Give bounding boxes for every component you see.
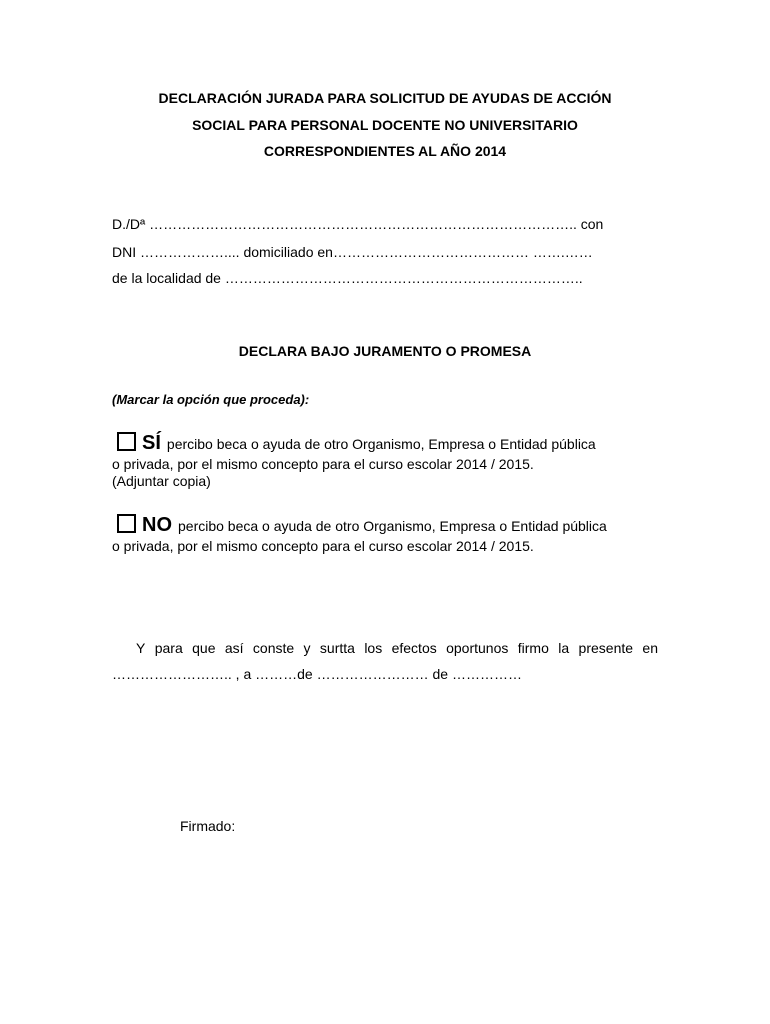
closing-word: la [558, 640, 570, 656]
no-checkbox[interactable] [117, 514, 136, 533]
name-field-line[interactable]: D./Dª ……………………………………………………………………………….. con [112, 216, 604, 232]
closing-word: Y [136, 640, 146, 656]
title-line-3: CORRESPONDIENTES AL AÑO 2014 [263, 143, 507, 159]
yes-label: SÍ [142, 432, 161, 454]
no-text-line-2: o privada, por el mismo concepto para el curso escolar 2014 / 2015. [112, 538, 534, 554]
title-line-2: SOCIAL PARA PERSONAL DOCENTE NO UNIVERSITARIO [192, 117, 578, 133]
closing-word: surtta [319, 640, 355, 656]
declaration-heading: DECLARA BAJO JURAMENTO O PROMESA [238, 343, 532, 359]
signature-label: Firmado: [180, 818, 236, 834]
closing-word: en [642, 640, 658, 656]
closing-word: y [303, 640, 311, 656]
no-label: NO [142, 514, 172, 536]
closing-word: que [192, 640, 216, 656]
date-place-field-line[interactable]: …………………….. , a ………de …………………… de …………… [112, 666, 522, 682]
closing-word: conste [252, 640, 295, 656]
instruction-text: (Marcar la opción que proceda): [112, 392, 310, 407]
closing-word: para [154, 640, 183, 656]
dni-address-field-line[interactable]: DNI ……………….... domiciliado en…………………………………… …….…… [112, 244, 593, 260]
closing-word: firmo [517, 640, 549, 656]
yes-checkbox[interactable] [117, 432, 136, 451]
closing-word: oportunos [446, 640, 509, 656]
yes-note: (Adjuntar copia) [112, 473, 211, 489]
closing-statement [136, 640, 658, 656]
title-line-1: DECLARACIÓN JURADA PARA SOLICITUD DE AYUDAS DE ACCIÓN [158, 90, 612, 106]
closing-word: así [224, 640, 244, 656]
locality-field-line[interactable]: de la localidad de ………………………………………………………………….. [112, 270, 583, 286]
option-yes [112, 432, 660, 491]
closing-word: efectos [391, 640, 437, 656]
yes-text-line-2: o privada, por el mismo concepto para el curso escolar 2014 / 2015. [112, 456, 534, 472]
yes-text-line-1: percibo beca o ayuda de otro Organismo, Empresa o Entidad pública [166, 436, 596, 452]
closing-word: presente [578, 640, 634, 656]
option-no [112, 514, 660, 556]
no-text-line-1: percibo beca o ayuda de otro Organismo, Empresa o Entidad pública [178, 518, 607, 534]
closing-word: los [364, 640, 383, 656]
